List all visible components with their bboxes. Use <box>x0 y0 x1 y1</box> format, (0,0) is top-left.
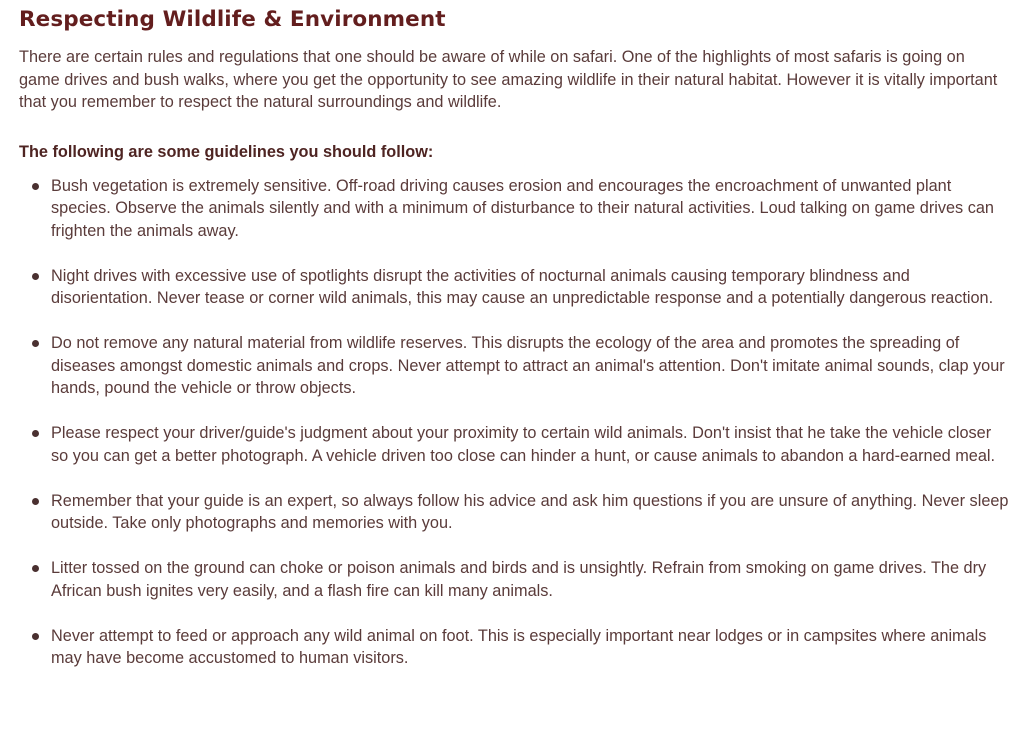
guideline-item <box>19 265 1009 310</box>
bullet-icon <box>32 183 39 190</box>
guideline-text: Bush vegetation is extremely sensitive. Off-road driving causes erosion and encourages the encroachment of unwanted plant species. Observe the animals silently and with a minimum of disturbance to their natural activities. Loud talking on game drives can frighten the animals away. <box>51 176 994 240</box>
guideline-text: Do not remove any natural material from wildlife reserves. This disrupts the ecology of the area and promotes the spreading of diseases amongst domestic animals and crops. Never attempt to attract an animal's attention. Don't imitate animal sounds, clap your hands, pound the vehicle or throw objects. <box>51 334 1005 397</box>
guideline-text: Never attempt to feed or approach any wild animal on foot. This is especially important near lodges or in campsites where animals may have become accustomed to human visitors. <box>51 626 987 667</box>
guideline-text: Please respect your driver/guide's judgment about your proximity to certain wild animals. Don't insist that he take the vehicle closer so you can get a better photograph. A vehicle driven too close can hinder a hunt, or cause animals to abandon a hard-earned meal. <box>51 424 996 465</box>
bullet-icon <box>32 340 39 347</box>
bullet-icon <box>32 430 39 437</box>
bullet-icon <box>32 273 39 280</box>
bullet-icon <box>32 498 39 505</box>
guideline-item <box>19 557 1009 602</box>
guideline-item <box>19 175 1009 243</box>
guideline-item <box>19 490 1009 535</box>
guidelines-list <box>19 175 1009 670</box>
content-section <box>19 0 1009 692</box>
guideline-text: Litter tossed on the ground can choke or poison animals and birds and is unsightly. Refrain from smoking on game drives. The dry African bush ignites very easily, and a flash fire can kill many animals. <box>51 559 987 600</box>
bullet-icon <box>32 565 39 572</box>
guideline-item <box>19 332 1009 400</box>
intro-paragraph: There are certain rules and regulations that one should be aware of while on safari. One of the highlights of most safaris is going on game drives and bush walks, where you get the opportunity to see amazing wildlife in their natural habitat. However it is vitally important that you remember to respect the natural surroundings and wildlife. <box>19 48 998 111</box>
bullet-icon <box>32 633 39 640</box>
guideline-text: Night drives with excessive use of spotlights disrupt the activities of nocturnal animals causing temporary blindness and disorientation. Never tease or corner wild animals, this may cause an unpredictable response and a potentially dangerous reaction. <box>51 266 994 307</box>
guidelines-heading: The following are some guidelines you should follow: <box>19 142 434 161</box>
guideline-item <box>19 422 1009 467</box>
guideline-text: Remember that your guide is an expert, so always follow his advice and ask him questions if you are unsure of anything. Never sleep outside. Take only photographs and memories with you. <box>51 491 1009 532</box>
section-title: Respecting Wildlife & Environment <box>19 7 446 32</box>
guideline-item <box>19 625 1009 670</box>
